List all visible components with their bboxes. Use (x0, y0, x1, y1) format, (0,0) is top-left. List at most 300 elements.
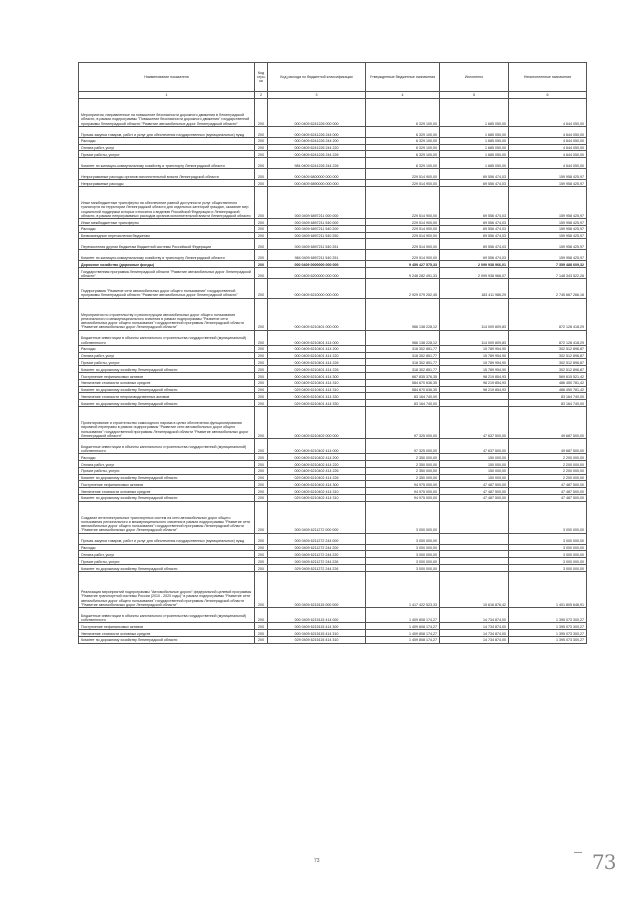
row-budget-code-cell: 000 0409 6210401 414 310 (268, 379, 366, 386)
row-line-code-cell: 200 (255, 438, 268, 453)
row-name-cell: Мероприятия, направленные на повышение безопасности дорожного движения в Ленинградской области, в рамках подпрограммы "Повышение безопасности дорожного движения" государственной программы Ленинградской области "Развитие автомобильных дорог Ленинградской области" (79, 99, 255, 127)
row-unexecuted-cell: 1 395 073 300,27 (509, 623, 587, 630)
row-name-cell: Непрограммные расходы органов исполнительной власти Ленинградской области (79, 169, 255, 180)
column-index-row (79, 92, 587, 99)
row-approved-cell: 584 670 636,35 (366, 386, 440, 393)
row-budget-code-cell: 029 0409 6215115 414 310 (268, 636, 366, 643)
row-approved-cell: 1 409 808 174,27 (366, 636, 440, 643)
table-row (79, 533, 587, 544)
row-approved-cell: 3 000 000,00 (366, 551, 440, 558)
row-line-code-cell: 200 (255, 126, 268, 137)
row-line-code-cell: 200 (255, 225, 268, 232)
row-unexecuted-cell: 1 395 073 300,27 (509, 636, 587, 643)
header-unexecuted: Неисполненные назначения (509, 63, 587, 92)
row-name-cell: Дорожное хозяйство (дорожные фонды) (79, 261, 255, 268)
row-budget-code-cell: 029 0409 6210402 414 310 (268, 494, 366, 501)
column-index: 3 (268, 92, 366, 99)
row-budget-code-cell: 000 0409 0000000 000 000 (268, 261, 366, 268)
row-budget-code-cell: 000 0409 6215115 414 310 (268, 630, 366, 637)
table-row (79, 218, 587, 225)
row-approved-cell: 6 329 100,00 (366, 144, 440, 151)
row-executed-cell: 47 487 500,00 (440, 481, 509, 488)
row-line-code-cell: 200 (255, 558, 268, 565)
row-budget-code-cell: 000 0409 6210401 414 000 (268, 330, 366, 345)
row-executed-cell: 1 685 050,00 (440, 144, 509, 151)
row-name-cell: Поступление нефинансовых активов (79, 372, 255, 379)
header-line-code: Код стро-ки (255, 63, 268, 92)
row-unexecuted-cell: 159 958 425,97 (509, 239, 587, 250)
row-approved-cell: 6 329 100,00 (366, 158, 440, 169)
row-line-code-cell: 200 (255, 151, 268, 158)
table-row (79, 151, 587, 158)
table-row (79, 571, 587, 607)
row-name-cell: Комитет по дорожному хозяйству Ленинградской области (79, 400, 255, 407)
row-unexecuted-cell: 3 000 000,00 (509, 501, 587, 533)
table-body (79, 99, 587, 644)
row-line-code-cell: 200 (255, 571, 268, 607)
table-row (79, 565, 587, 572)
row-line-code-cell: 200 (255, 359, 268, 366)
row-name-cell: Расходы (79, 345, 255, 352)
row-unexecuted-cell: 1 395 073 300,27 (509, 608, 587, 623)
table-row (79, 345, 587, 352)
row-name-cell: Бюджетные инвестиции в объекты капитального строительства государственной (муниципальной) собственности (79, 608, 255, 623)
row-budget-code-cell: 029 0409 6210402 414 226 (268, 474, 366, 481)
row-approved-cell: 229 514 900,00 (366, 218, 440, 225)
row-approved-cell: 83 164 740,00 (366, 400, 440, 407)
row-name-cell: Комитет по дорожному хозяйству Ленинградской области (79, 386, 255, 393)
row-line-code-cell: 200 (255, 501, 268, 533)
row-executed-cell: 2 099 938 966,07 (440, 268, 509, 279)
row-budget-code-cell: 000 0409 6211272 000 000 (268, 501, 366, 533)
row-approved-cell: 229 514 900,00 (366, 232, 440, 239)
row-approved-cell: 6 329 100,00 (366, 151, 440, 158)
row-unexecuted-cell: 3 000 000,00 (509, 558, 587, 565)
row-budget-code-cell: 029 0409 6210401 414 226 (268, 366, 366, 373)
row-budget-code-cell: 000 0409 6215115 000 000 (268, 571, 366, 607)
row-line-code-cell: 200 (255, 488, 268, 495)
row-name-cell: Увеличение стоимости основных средств (79, 379, 255, 386)
row-name-cell: Расходы (79, 454, 255, 461)
table-row (79, 400, 587, 407)
row-unexecuted-cell: 1 395 073 300,27 (509, 630, 587, 637)
pen-mark (574, 852, 582, 853)
row-name-cell: Комитет по жилищно-коммунальному хозяйству и транспорту Ленинградской области (79, 250, 255, 261)
row-line-code-cell: 200 (255, 158, 268, 169)
row-name-cell: Поступление нефинансовых активов (79, 623, 255, 630)
row-executed-cell: 69 556 474,03 (440, 169, 509, 180)
row-executed-cell: 114 009 809,83 (440, 298, 509, 330)
row-unexecuted-cell: 302 512 896,87 (509, 359, 587, 366)
row-unexecuted-cell: 47 487 500,00 (509, 481, 587, 488)
row-name-cell: Расходы (79, 137, 255, 144)
row-approved-cell: 3 000 000,00 (366, 544, 440, 551)
row-line-code-cell: 200 (255, 239, 268, 250)
header-approved: Утвержденные бюджетные назначения (366, 63, 440, 92)
row-executed-cell: 14 734 874,00 (440, 608, 509, 623)
row-budget-code-cell: 000 0409 6210402 414 300 (268, 481, 366, 488)
table-row (79, 636, 587, 643)
row-approved-cell: 1 409 808 174,27 (366, 630, 440, 637)
table-row (79, 488, 587, 495)
row-approved-cell: 97 325 000,00 (366, 406, 440, 438)
row-budget-code-cell: 000 0409 6241226 244 000 (268, 126, 366, 137)
page-number: 73 (314, 858, 320, 864)
row-line-code-cell: 200 (255, 623, 268, 630)
row-executed-cell: 15 789 954,90 (440, 366, 509, 373)
row-executed-cell: 1 685 050,00 (440, 151, 509, 158)
row-executed-cell: 15 789 954,90 (440, 345, 509, 352)
row-approved-cell: 94 975 000,00 (366, 488, 440, 495)
row-line-code-cell: 200 (255, 481, 268, 488)
row-name-cell: Комитет по дорожному хозяйству Ленинградской области (79, 366, 255, 373)
row-line-code-cell: 200 (255, 218, 268, 225)
row-budget-code-cell: 000 0409 6241226 244 200 (268, 137, 366, 144)
row-line-code-cell: 200 (255, 169, 268, 180)
table-row (79, 186, 587, 218)
row-line-code-cell: 200 (255, 379, 268, 386)
row-unexecuted-cell: 47 487 500,00 (509, 494, 587, 501)
row-name-cell: Прочая закупка товаров, работ и услуг для обеспечения государственных (муниципальных) нужд (79, 533, 255, 544)
row-executed-cell (440, 501, 509, 533)
row-approved-cell: 318 302 851,77 (366, 352, 440, 359)
row-name-cell: Увеличение стоимости основных средств (79, 630, 255, 637)
table-row (79, 250, 587, 261)
row-approved-cell: 229 514 900,00 (366, 186, 440, 218)
table-row (79, 330, 587, 345)
row-approved-cell: 229 514 900,00 (366, 225, 440, 232)
row-executed-cell: 69 556 474,03 (440, 186, 509, 218)
row-executed-cell: 47 637 500,00 (440, 438, 509, 453)
row-budget-code-cell: 000 0409 6897211 540 251 (268, 239, 366, 250)
row-line-code-cell: 200 (255, 533, 268, 544)
row-line-code-cell: 200 (255, 551, 268, 558)
row-line-code-cell: 200 (255, 137, 268, 144)
row-approved-cell: 3 000 000,00 (366, 533, 440, 544)
row-unexecuted-cell: 83 164 740,00 (509, 393, 587, 400)
table-row (79, 393, 587, 400)
row-executed-cell: 150 000,00 (440, 467, 509, 474)
row-executed-cell: 69 556 474,03 (440, 239, 509, 250)
row-budget-code-cell: 000 0409 6215115 414 000 (268, 608, 366, 623)
row-approved-cell: 2 350 000,00 (366, 460, 440, 467)
row-name-cell: Прочие работы, услуги (79, 558, 255, 565)
row-executed-cell: 1 685 050,00 (440, 158, 509, 169)
row-line-code-cell: 200 (255, 454, 268, 461)
row-name-cell: Иные межбюджетные трансферты (79, 218, 255, 225)
row-approved-cell: 97 325 000,00 (366, 438, 440, 453)
row-executed-cell: 15 789 954,90 (440, 359, 509, 366)
row-unexecuted-cell: 2 745 667 266,16 (509, 279, 587, 298)
column-index: 5 (440, 92, 509, 99)
row-name-cell: Непрограммные расходы (79, 180, 255, 187)
row-executed-cell: 150 000,00 (440, 474, 509, 481)
row-executed-cell: 69 556 474,03 (440, 180, 509, 187)
row-unexecuted-cell: 2 200 000,00 (509, 467, 587, 474)
row-line-code-cell: 200 (255, 180, 268, 187)
row-name-cell: Бюджетные инвестиции в объекты капитального строительства государственной (муниципальной) собственности (79, 438, 255, 453)
row-approved-cell: 3 000 000,00 (366, 565, 440, 572)
column-index: 2 (255, 92, 268, 99)
row-unexecuted-cell: 569 615 521,42 (509, 372, 587, 379)
table-row (79, 268, 587, 279)
table-row (79, 169, 587, 180)
header-budget-code: Код расхода по бюджетной классификации (268, 63, 366, 92)
row-budget-code-cell: 000 0409 6210402 414 226 (268, 467, 366, 474)
row-name-cell: Мероприятия по строительству и реконструкции автомобильных дорог общего пользования регионального и межмуниципального значения в рамках подпрограммы "Развитие сети автомобильных дорог общего пользования" государственной программы Ленинградской области "Развитие автомобильных дорог Ленинградской области" (79, 298, 255, 330)
row-executed-cell: 2 099 938 966,01 (440, 261, 509, 268)
row-approved-cell: 2 350 000,00 (366, 474, 440, 481)
row-executed-cell: 14 734 874,00 (440, 630, 509, 637)
table-row (79, 225, 587, 232)
row-approved-cell: 83 164 740,00 (366, 393, 440, 400)
row-name-cell: Прочая закупка товаров, работ и услуг для обеспечения государственных (муниципальных) нужд (79, 126, 255, 137)
row-unexecuted-cell: 4 644 050,00 (509, 137, 587, 144)
row-unexecuted-cell: 49 687 500,00 (509, 438, 587, 453)
row-line-code-cell: 200 (255, 186, 268, 218)
row-executed-cell: 15 789 954,90 (440, 352, 509, 359)
table-row (79, 544, 587, 551)
row-approved-cell: 3 000 000,00 (366, 558, 440, 565)
column-index: 6 (509, 92, 587, 99)
row-executed-cell: 69 556 474,03 (440, 218, 509, 225)
row-budget-code-cell: 000 0409 6210401 414 220 (268, 352, 366, 359)
row-budget-code-cell: 000 0409 6210402 414 220 (268, 460, 366, 467)
row-line-code-cell: 200 (255, 460, 268, 467)
row-budget-code-cell: 000 0409 6211272 244 226 (268, 558, 366, 565)
table-row (79, 386, 587, 393)
row-executed-cell (440, 551, 509, 558)
row-name-cell: Создание интеллектуальных транспортных систем на сети автомобильных дорог общего пользования регионального и межмуниципального значения в рамках подпрограммы "Развитие сети автомобильных дорог общего пользования" государственной программы Ленинградской области "Развитие автомобильных дорог Ленинградской области" (79, 501, 255, 533)
row-budget-code-cell: 000 0409 6210402 414 000 (268, 438, 366, 453)
row-approved-cell: 94 975 000,00 (366, 494, 440, 501)
row-executed-cell (440, 544, 509, 551)
row-unexecuted-cell: 4 644 050,00 (509, 144, 587, 151)
row-executed-cell: 14 734 874,00 (440, 623, 509, 630)
row-executed-cell: 69 556 474,03 (440, 250, 509, 261)
row-name-cell: Поступление нефинансовых активов (79, 481, 255, 488)
row-line-code-cell: 200 (255, 467, 268, 474)
row-budget-code-cell: 000 0409 6210401 000 000 (268, 298, 366, 330)
table-row (79, 551, 587, 558)
row-executed-cell: 15 616 876,42 (440, 571, 509, 607)
column-index: 4 (366, 92, 440, 99)
table-row (79, 623, 587, 630)
row-approved-cell: 1 409 808 174,27 (366, 623, 440, 630)
row-name-cell: Комитет по дорожному хозяйству Ленинградской области (79, 636, 255, 643)
row-executed-cell: 14 734 874,00 (440, 636, 509, 643)
row-name-cell: Прочие работы, услуги (79, 467, 255, 474)
row-approved-cell: 229 514 900,00 (366, 180, 440, 187)
row-budget-code-cell: 000 0409 6241226 000 000 (268, 99, 366, 127)
row-approved-cell: 986 138 228,12 (366, 298, 440, 330)
table-row (79, 467, 587, 474)
row-unexecuted-cell: 159 958 425,97 (509, 180, 587, 187)
row-line-code-cell: 200 (255, 565, 268, 572)
row-line-code-cell: 200 (255, 232, 268, 239)
row-approved-cell: 94 975 000,00 (366, 481, 440, 488)
table-row (79, 298, 587, 330)
row-unexecuted-cell: 47 487 500,00 (509, 488, 587, 495)
row-name-cell: Комитет по дорожному хозяйству Ленинградской области (79, 474, 255, 481)
table-header-row (79, 63, 587, 92)
row-budget-code-cell: 984 0409 6897211 540 251 (268, 250, 366, 261)
row-executed-cell: 1 685 050,00 (440, 99, 509, 127)
row-budget-code-cell: 029 0409 6210401 414 330 (268, 400, 366, 407)
row-unexecuted-cell: 4 644 050,00 (509, 126, 587, 137)
row-budget-code-cell: 000 0409 6210000 000 000 (268, 279, 366, 298)
row-unexecuted-cell: 4 644 050,00 (509, 151, 587, 158)
row-approved-cell: 229 514 900,00 (366, 239, 440, 250)
row-executed-cell (440, 393, 509, 400)
row-budget-code-cell: 000 0409 6211272 244 000 (268, 533, 366, 544)
table-row (79, 630, 587, 637)
row-executed-cell: 69 556 474,03 (440, 225, 509, 232)
row-line-code-cell: 200 (255, 268, 268, 279)
row-unexecuted-cell: 486 450 781,42 (509, 386, 587, 393)
table-row (79, 406, 587, 438)
row-name-cell: Комитет по дорожному хозяйству Ленинградской области (79, 494, 255, 501)
row-name-cell: Оплата работ, услуг (79, 460, 255, 467)
row-line-code-cell: 200 (255, 372, 268, 379)
row-unexecuted-cell: 159 958 425,97 (509, 225, 587, 232)
header-name: Наименование показателя (79, 63, 255, 92)
header-executed: Исполнено (440, 63, 509, 92)
row-name-cell: Проектирование и строительство самоходного парома в целях обеспечения функционирования паромной переправы в рамках подпрограммы "Развитие сети автомобильных дорог общего пользования" государственной программы Ленинградской области "Развитие автомобильных дорог Ленинградской области" (79, 406, 255, 438)
row-approved-cell: 667 835 376,35 (366, 372, 440, 379)
row-line-code-cell: 200 (255, 636, 268, 643)
row-budget-code-cell: 000 0409 6897211 000 000 (268, 186, 366, 218)
row-executed-cell: 47 487 500,00 (440, 494, 509, 501)
row-executed-cell: 47 487 500,00 (440, 488, 509, 495)
row-executed-cell (440, 400, 509, 407)
row-approved-cell: 2 350 000,00 (366, 467, 440, 474)
row-name-cell: Увеличение стоимости непроизводственных активов (79, 393, 255, 400)
row-line-code-cell: 200 (255, 345, 268, 352)
row-unexecuted-cell: 159 958 425,97 (509, 250, 587, 261)
row-budget-code-cell: 000 0409 6211272 244 200 (268, 544, 366, 551)
row-name-cell: Реализация мероприятий подпрограммы "Автомобильные дороги" федеральной целевой программы "Развитие транспортной системы России (2010 - 2020 годы)" в рамках подпрограммы "Развитие сети автомобильных дорог общего пользования" государственной программы Ленинградской области "Развитие автомобильных дорог Ленинградской области" (79, 571, 255, 607)
row-unexecuted-cell: 7 359 488 609,32 (509, 261, 587, 268)
row-approved-cell: 9 248 282 491,33 (366, 268, 440, 279)
row-name-cell: Комитет по дорожному хозяйству Ленинградской области (79, 565, 255, 572)
row-unexecuted-cell: 159 958 425,97 (509, 218, 587, 225)
row-unexecuted-cell: 872 128 418,29 (509, 298, 587, 330)
row-line-code-cell: 200 (255, 400, 268, 407)
row-unexecuted-cell: 3 000 000,00 (509, 551, 587, 558)
row-budget-code-cell: 000 0409 6211272 244 220 (268, 551, 366, 558)
table-row (79, 494, 587, 501)
table-row (79, 460, 587, 467)
table-row (79, 438, 587, 453)
row-line-code-cell: 200 (255, 630, 268, 637)
row-name-cell: Перечисления другим бюджетам бюджетной системы Российской Федерации (79, 239, 255, 250)
row-executed-cell: 98 219 854,93 (440, 372, 509, 379)
row-line-code-cell: 200 (255, 330, 268, 345)
row-approved-cell: 318 302 851,77 (366, 366, 440, 373)
row-approved-cell: 1 417 422 523,33 (366, 571, 440, 607)
row-approved-cell: 986 138 228,12 (366, 330, 440, 345)
row-budget-code-cell: 000 0409 6210402 000 000 (268, 406, 366, 438)
row-line-code-cell: 200 (255, 393, 268, 400)
row-name-cell: Прочие работы, услуги (79, 359, 255, 366)
table-row (79, 126, 587, 137)
table-row (79, 232, 587, 239)
row-budget-code-cell: 029 0409 6210401 414 310 (268, 386, 366, 393)
row-name-cell: Иные межбюджетные трансферты на обеспечение равной доступности услуг общественного транспорта на территории Ленинградской области для отдельных категорий граждан, оказание мер социальной поддержки которых относится к ведению Российской Федерации и Ленинградской области, в рамках непрограммных расходов органов исполнительной власти Ленинградской области (79, 186, 255, 218)
row-unexecuted-cell: 159 958 425,97 (509, 232, 587, 239)
row-line-code-cell: 200 (255, 406, 268, 438)
table-row (79, 454, 587, 461)
row-unexecuted-cell: 49 687 500,00 (509, 406, 587, 438)
row-name-cell: Прочие работы, услуги (79, 151, 255, 158)
row-unexecuted-cell: 486 450 781,42 (509, 379, 587, 386)
row-unexecuted-cell: 3 000 000,00 (509, 565, 587, 572)
row-budget-code-cell: 000 0409 6210402 414 310 (268, 488, 366, 495)
row-budget-code-cell: 000 0409 6890000 000 000 (268, 180, 366, 187)
row-line-code-cell: 200 (255, 261, 268, 268)
table-row (79, 180, 587, 187)
row-name-cell: Оплата работ, услуг (79, 551, 255, 558)
row-budget-code-cell: 000 0409 6210401 414 330 (268, 393, 366, 400)
row-line-code-cell: 200 (255, 298, 268, 330)
row-approved-cell: 2 929 079 252,45 (366, 279, 440, 298)
row-unexecuted-cell: 302 512 896,87 (509, 352, 587, 359)
row-unexecuted-cell: 2 200 000,00 (509, 454, 587, 461)
row-executed-cell: 1 685 050,00 (440, 137, 509, 144)
row-unexecuted-cell: 3 000 000,00 (509, 533, 587, 544)
row-line-code-cell: 200 (255, 608, 268, 623)
table-row (79, 558, 587, 565)
row-budget-code-cell: 000 0409 6200000 000 000 (268, 268, 366, 279)
row-line-code-cell: 200 (255, 279, 268, 298)
row-budget-code-cell: 000 0409 6897211 540 200 (268, 225, 366, 232)
row-executed-cell (440, 558, 509, 565)
row-budget-code-cell: 000 0409 6241226 244 226 (268, 151, 366, 158)
row-executed-cell: 98 219 854,93 (440, 386, 509, 393)
row-unexecuted-cell: 302 512 896,87 (509, 345, 587, 352)
row-budget-code-cell: 000 0409 6800000 000 000 (268, 169, 366, 180)
row-budget-code-cell: 000 0409 6210401 414 300 (268, 372, 366, 379)
table-row (79, 366, 587, 373)
table-row (79, 608, 587, 623)
row-unexecuted-cell: 159 958 425,97 (509, 186, 587, 218)
row-name-cell: Расходы (79, 225, 255, 232)
row-unexecuted-cell: 4 644 050,00 (509, 99, 587, 127)
row-name-cell: Расходы (79, 544, 255, 551)
row-unexecuted-cell: 3 000 000,00 (509, 544, 587, 551)
row-line-code-cell: 200 (255, 366, 268, 373)
row-approved-cell: 6 329 100,00 (366, 99, 440, 127)
table-row (79, 379, 587, 386)
row-executed-cell: 114 009 809,83 (440, 330, 509, 345)
row-approved-cell: 6 329 100,00 (366, 137, 440, 144)
row-approved-cell: 9 459 427 575,33 (366, 261, 440, 268)
table-row (79, 158, 587, 169)
table-row (79, 501, 587, 533)
row-line-code-cell: 200 (255, 474, 268, 481)
row-approved-cell: 318 302 851,77 (366, 345, 440, 352)
row-name-cell: Оплата работ, услуг (79, 352, 255, 359)
row-unexecuted-cell: 83 164 740,00 (509, 400, 587, 407)
row-name-cell: Государственная программа Ленинградской области "Развитие автомобильных дорог Ленинградской области" (79, 268, 255, 279)
row-name-cell: Увеличение стоимости основных средств (79, 488, 255, 495)
row-approved-cell: 3 000 000,00 (366, 501, 440, 533)
table-row (79, 137, 587, 144)
table-row (79, 359, 587, 366)
row-executed-cell: 47 637 500,00 (440, 406, 509, 438)
row-line-code-cell: 200 (255, 352, 268, 359)
